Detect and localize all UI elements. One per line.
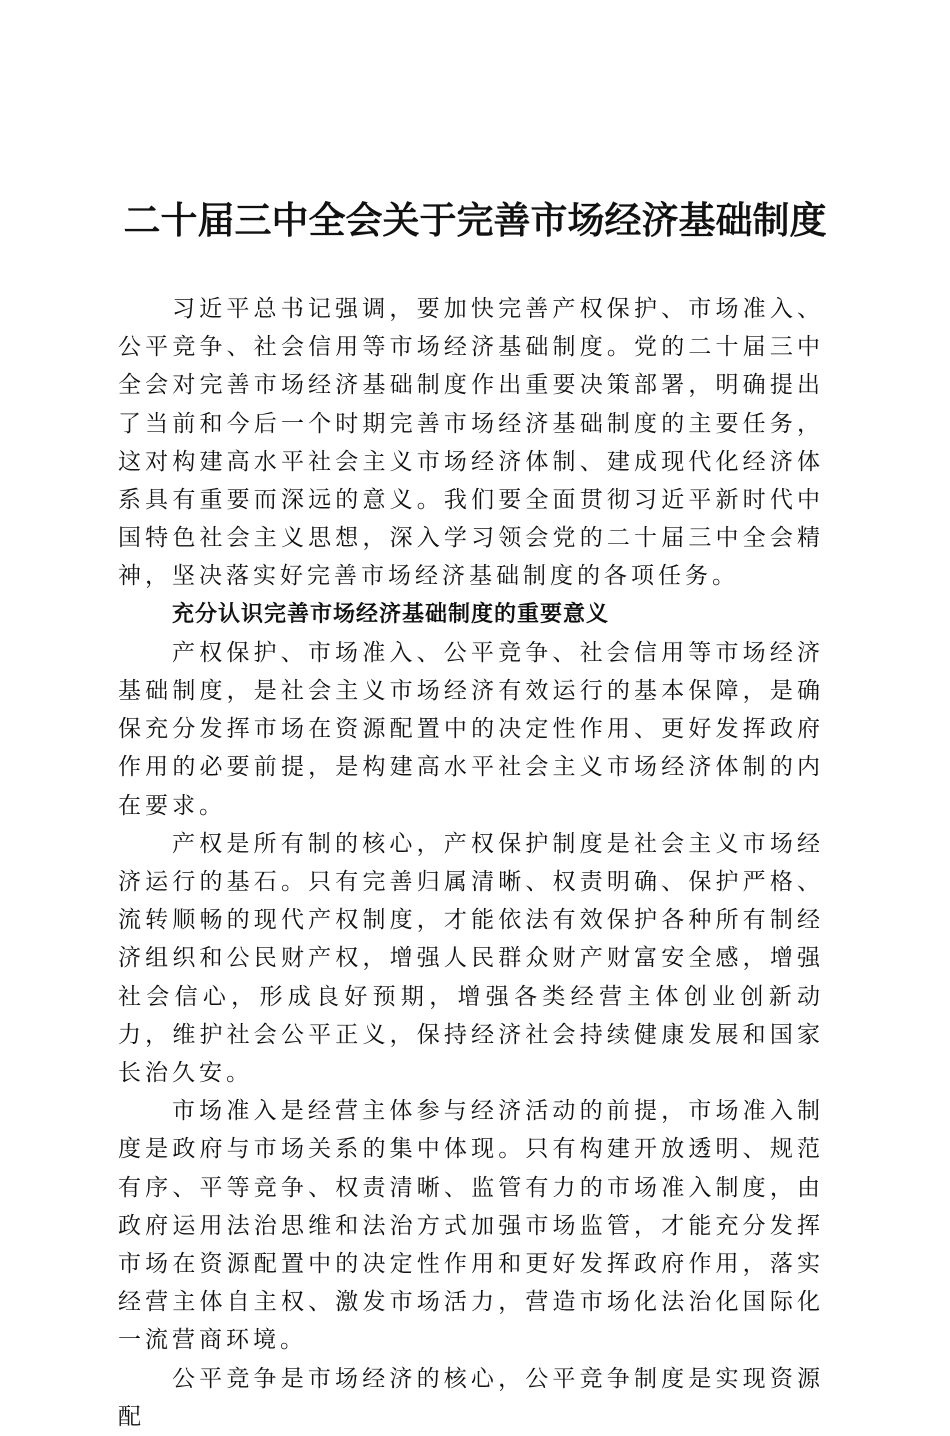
section-heading: 充分认识完善市场经济基础制度的重要意义: [172, 601, 610, 627]
body-paragraph: 市场准入是经营主体参与经济活动的前提，市场准入制度是政府与市场关系的集中体现。只有构建开放透明、规范有序、平等竞争、权责清晰、监管有力的市场准入制度，由政府运用法治思维和法治方式加强市场监管，才能充分发挥市场在资源配置中的决定性作用和更好发挥政府作用，落实经营主体自主权、激发市场活力，营造市场化法治化国际化一流营商环境。: [118, 1098, 824, 1354]
body-paragraph: 产权是所有制的核心，产权保护制度是社会主义市场经济运行的基石。只有完善归属清晰、权责明确、保护严格、流转顺畅的现代产权制度，才能依法有效保护各种所有制经济组织和公民财产权，增强人民群众财产财富安全感，增强社会信心，形成良好预期，增强各类经营主体创业创新动力，维护社会公平正义，保持经济社会持续健康发展和国家长治久安。: [118, 830, 824, 1087]
body-paragraph: 产权保护、市场准入、公平竞争、社会信用等市场经济基础制度，是社会主义市场经济有效运行的基本保障，是确保充分发挥市场在资源配置中的决定性作用、更好发挥政府作用的必要前提，是构建高水平社会主义市场经济体制的内在要求。: [118, 639, 824, 819]
document-title: 二十届三中全会关于完善市场经济基础制度: [123, 198, 827, 242]
intro-paragraph: 习近平总书记强调，要加快完善产权保护、市场准入、公平竞争、社会信用等市场经济基础制度。党的二十届三中全会对完善市场经济基础制度作出重要决策部署，明确提出了当前和今后一个时期完善市场经济基础制度的主要任务，这对构建高水平社会主义市场经济体制、建成现代化经济体系具有重要而深远的意义。我们要全面贯彻习近平新时代中国特色社会主义思想，深入学习领会党的二十届三中全会精神，坚决落实好完善市场经济基础制度的各项任务。: [118, 296, 824, 590]
body-paragraph: 公平竞争是市场经济的核心，公平竞争制度是实现资源配: [118, 1365, 824, 1430]
document-body: [118, 290, 824, 1436]
